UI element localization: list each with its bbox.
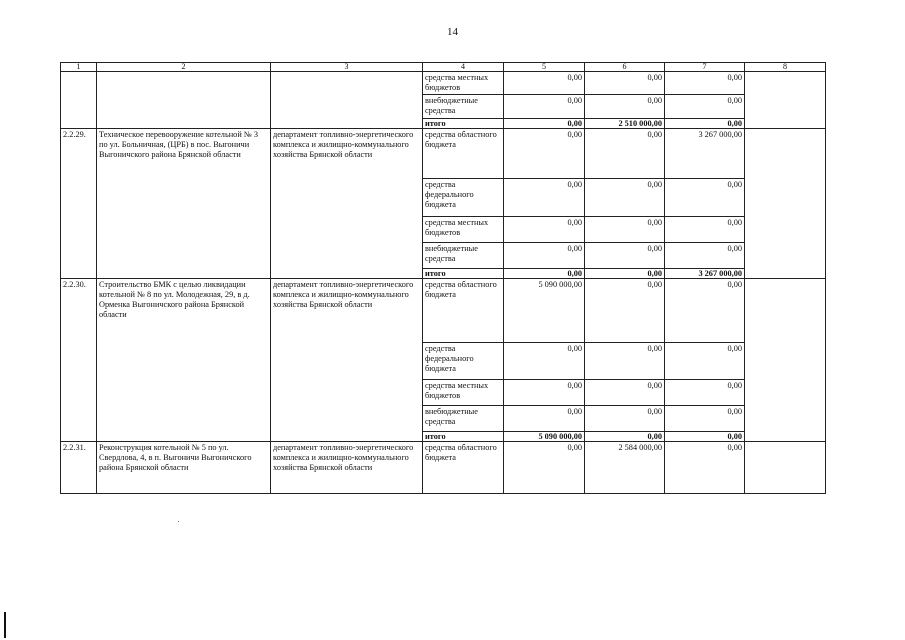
item-name-cell: Реконструкция котельной № 5 по ул. Свердлова, 4, в п. Выгоничи Выгоничского района Брянской области [97, 442, 271, 494]
total-label: итого [423, 269, 504, 279]
value-col6: 0,00 [585, 179, 665, 217]
value-col7: 0,00 [665, 442, 745, 494]
value-col5: 0,00 [504, 243, 585, 269]
funding-source: внебюджетные средства [423, 95, 504, 119]
table-row [61, 72, 826, 95]
funding-source: средства областного бюджета [423, 129, 504, 179]
value-col5: 0,00 [504, 406, 585, 432]
page-number: 14 [447, 26, 458, 38]
total-col5: 0,00 [504, 269, 585, 279]
total-col5: 0,00 [504, 119, 585, 129]
funding-source: внебюджетные средства [423, 406, 504, 432]
total-col6: 0,00 [585, 269, 665, 279]
header-cell: 3 [271, 63, 423, 72]
value-col6: 0,00 [585, 95, 665, 119]
program-table [60, 62, 826, 494]
header-cell: 1 [61, 63, 97, 72]
total-col5: 5 090 000,00 [504, 432, 585, 442]
funding-source: средства федерального бюджета [423, 343, 504, 380]
item-number-cell: 2.2.29. [61, 129, 97, 279]
total-col7: 0,00 [665, 432, 745, 442]
col8-cell [745, 72, 826, 129]
total-label: итого [423, 119, 504, 129]
funding-source: средства местных бюджетов [423, 72, 504, 95]
value-col7: 3 267 000,00 [665, 129, 745, 179]
table-row [61, 279, 826, 343]
item-name-cell: Техническое перевооружение котельной № 3 по ул. Больничная, (ЦРБ) в пос. Выгоничи Выгоничского района Брянской области [97, 129, 271, 279]
value-col5: 5 090 000,00 [504, 279, 585, 343]
value-col5: 0,00 [504, 95, 585, 119]
item-number-cell [61, 72, 97, 129]
executor-cell: департамент топливно-энергетического комплекса и жилищно-коммунального хозяйства Брянской области [271, 279, 423, 442]
total-label: итого [423, 432, 504, 442]
header-cell: 8 [745, 63, 826, 72]
funding-source: средства областного бюджета [423, 279, 504, 343]
header-cell: 5 [504, 63, 585, 72]
total-col7: 0,00 [665, 119, 745, 129]
total-col7: 3 267 000,00 [665, 269, 745, 279]
value-col5: 0,00 [504, 343, 585, 380]
item-name-cell: Строительство БМК с целью ликвидации котельной № 8 по ул. Молодежная, 29, в д. Орменка Выгоничского района Брянской области [97, 279, 271, 442]
executor-cell [271, 72, 423, 129]
value-col7: 0,00 [665, 72, 745, 95]
value-col6: 0,00 [585, 406, 665, 432]
value-col7: 0,00 [665, 217, 745, 243]
value-col6: 2 584 000,00 [585, 442, 665, 494]
total-col6: 0,00 [585, 432, 665, 442]
funding-source: внебюджетные средства [423, 243, 504, 269]
value-col5: 0,00 [504, 380, 585, 406]
value-col6: 0,00 [585, 279, 665, 343]
col8-cell [745, 129, 826, 279]
value-col7: 0,00 [665, 95, 745, 119]
header-row [61, 63, 826, 72]
value-col7: 0,00 [665, 179, 745, 217]
total-col6: 2 510 000,00 [585, 119, 665, 129]
item-number-cell: 2.2.30. [61, 279, 97, 442]
value-col6: 0,00 [585, 72, 665, 95]
value-col5: 0,00 [504, 442, 585, 494]
scan-speck [178, 521, 179, 522]
value-col5: 0,00 [504, 72, 585, 95]
col8-cell [745, 442, 826, 494]
value-col7: 0,00 [665, 279, 745, 343]
funding-source: средства областного бюджета [423, 442, 504, 494]
funding-source: средства местных бюджетов [423, 380, 504, 406]
executor-cell: департамент топливно-энергетического комплекса и жилищно-коммунального хозяйства Брянской области [271, 442, 423, 494]
value-col5: 0,00 [504, 179, 585, 217]
header-cell: 7 [665, 63, 745, 72]
item-name-cell [97, 72, 271, 129]
value-col7: 0,00 [665, 243, 745, 269]
value-col6: 0,00 [585, 343, 665, 380]
scan-edge-mark [4, 612, 6, 638]
col8-cell [745, 279, 826, 442]
table-row [61, 442, 826, 494]
header-cell: 4 [423, 63, 504, 72]
value-col6: 0,00 [585, 129, 665, 179]
value-col7: 0,00 [665, 343, 745, 380]
funding-source: средства федерального бюджета [423, 179, 504, 217]
header-cell: 6 [585, 63, 665, 72]
funding-source: средства местных бюджетов [423, 217, 504, 243]
value-col6: 0,00 [585, 380, 665, 406]
header-cell: 2 [97, 63, 271, 72]
value-col6: 0,00 [585, 243, 665, 269]
value-col6: 0,00 [585, 217, 665, 243]
item-number-cell: 2.2.31. [61, 442, 97, 494]
executor-cell: департамент топливно-энергетического комплекса и жилищно-коммунального хозяйства Брянской области [271, 129, 423, 279]
table-row [61, 129, 826, 179]
value-col7: 0,00 [665, 406, 745, 432]
value-col5: 0,00 [504, 217, 585, 243]
value-col7: 0,00 [665, 380, 745, 406]
value-col5: 0,00 [504, 129, 585, 179]
